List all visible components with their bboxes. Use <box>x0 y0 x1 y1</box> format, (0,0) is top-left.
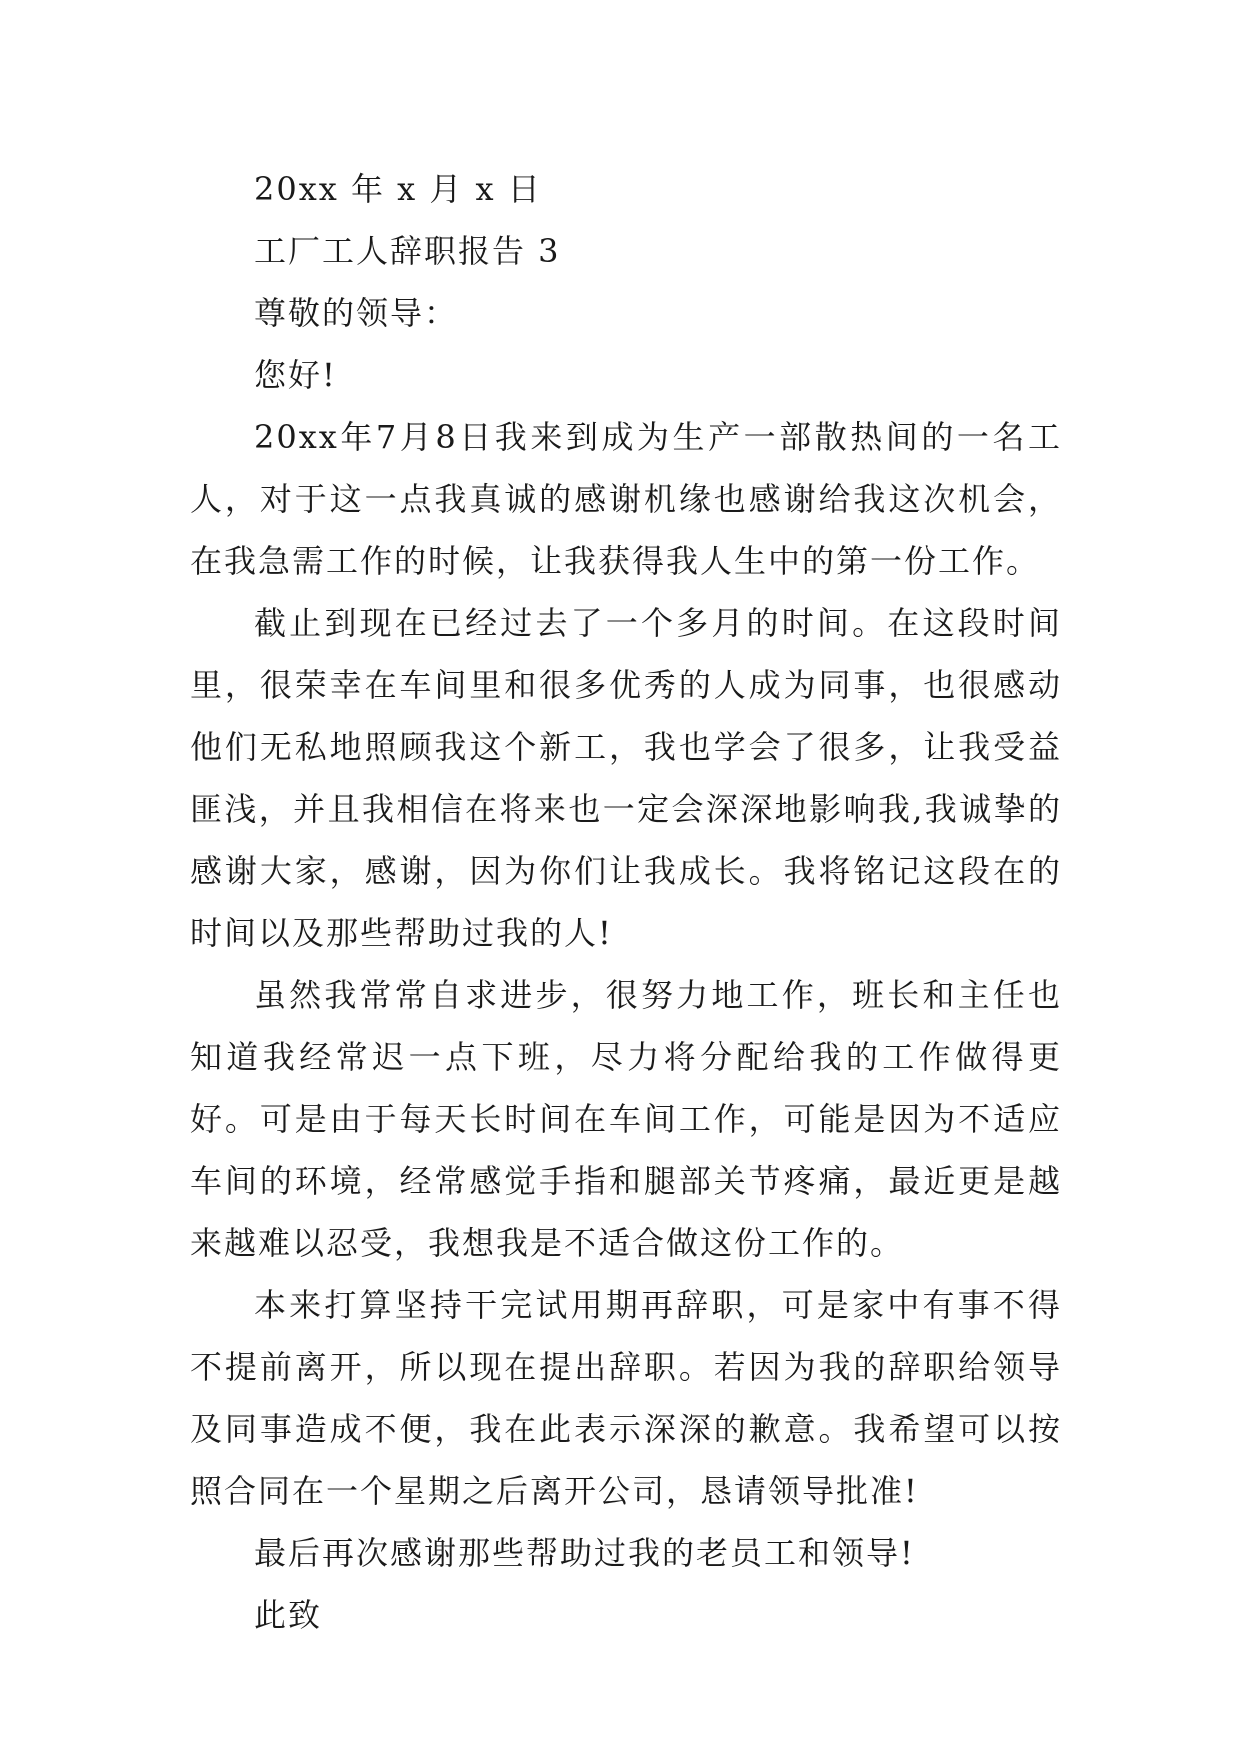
body-paragraph: 虽然我常常自求进步，很努力地工作，班长和主任也知道我经常迟一点下班，尽力将分配给我的工作做得更好。可是由于每天长时间在车间工作，可能是因为不适应车间的环境，经常感觉手指和腿部关节疼痛，最近更是越来越难以忍受，我想我是不适合做这份工作的。 <box>190 976 1062 1262</box>
date-line: 20xx 年 x 月 x 日 <box>254 170 542 208</box>
greeting: 您好! <box>254 356 337 394</box>
document-body <box>190 158 1062 1646</box>
body-paragraph: 截止到现在已经过去了一个多月的时间。在这段时间里，很荣幸在车间里和很多优秀的人成为同事，也很感动他们无私地照顾我这个新工，我也学会了很多，让我受益匪浅，并且我相信在将来也一定会深深地影响我,我诚挚的感谢大家，感谢，因为你们让我成长。我将铭记这段在的时间以及那些帮助过我的人! <box>190 604 1062 952</box>
closing: 此致 <box>254 1596 323 1634</box>
body-paragraph: 20xx年7月8日我来到成为生产一部散热间的一名工人，对于这一点我真诚的感谢机缘也感谢给我这次机会，在我急需工作的时候，让我获得我人生中的第一份工作。 <box>190 418 1062 580</box>
closing-thanks: 最后再次感谢那些帮助过我的老员工和领导! <box>254 1534 915 1572</box>
salutation: 尊敬的领导： <box>254 294 459 332</box>
document-title: 工厂工人辞职报告 3 <box>254 232 561 270</box>
body-paragraph: 本来打算坚持干完试用期再辞职，可是家中有事不得不提前离开，所以现在提出辞职。若因为我的辞职给领导及同事造成不便，我在此表示深深的歉意。我希望可以按照合同在一个星期之后离开公司，恳请领导批准! <box>190 1286 1062 1510</box>
